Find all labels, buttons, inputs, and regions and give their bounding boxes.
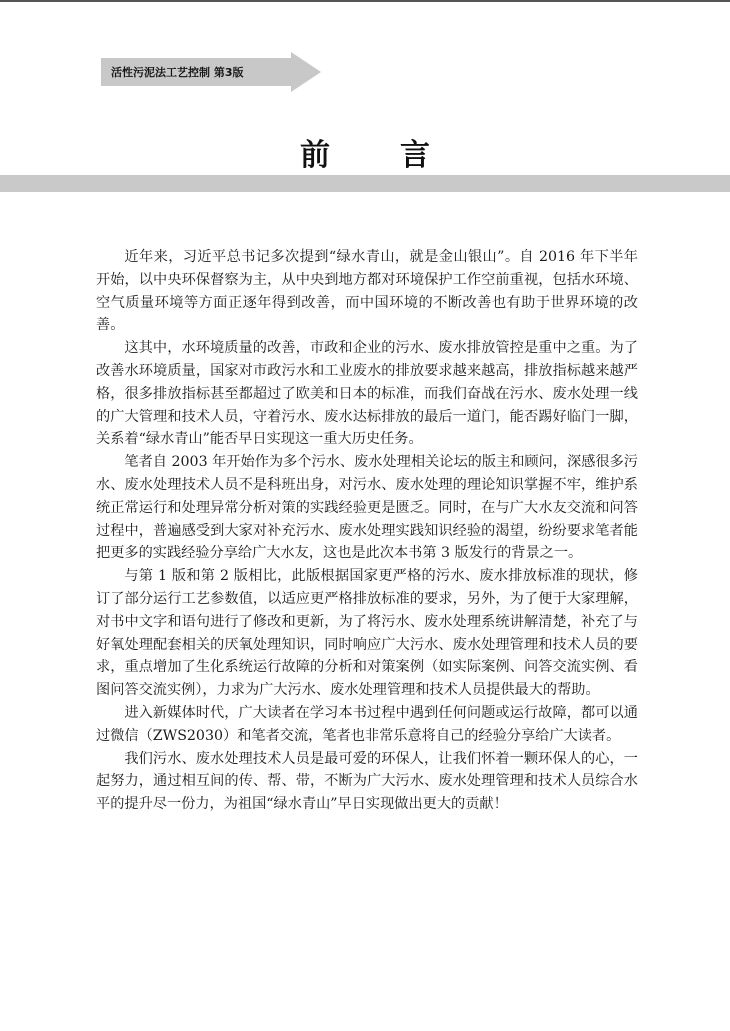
header-banner (101, 52, 321, 92)
book-title: 活性污泥法工艺控制 第3版 (111, 66, 244, 79)
paragraph: 进入新媒体时代，广大读者在学习本书过程中遇到任何问题或运行故障，都可以通过微信（ZWS2030）和笔者交流，笔者也非常乐意将自己的经验分享给广大读者。 (96, 704, 638, 744)
title-band (0, 175, 730, 192)
arrow-icon (291, 52, 321, 92)
paragraph: 笔者自 2003 年开始作为多个污水、废水处理相关论坛的版主和顾问，深感很多污水、废水处理技术人员不是科班出身，对污水、废水处理的理论知识掌握不牢，维护系统正常运行和处理异常分析对策的实践经验更是匮乏。同时，在与广大水友交流和问答过程中，普遍感受到大家对补充污水、废水处理实践知识经验的渴望，纷纷要求笔者能把更多的实践经验分享给广大水友，这也是此次本书第 3 版发行的背景之一。 (96, 454, 638, 562)
paragraph: 这其中，水环境质量的改善，市政和企业的污水、废水排放管控是重中之重。为了改善水环境质量，国家对市政污水和工业废水的排放要求越来越高，排放指标越来越严格，很多排放指标甚至都超过了欧美和日本的标准，而我们奋战在污水、废水处理一线的广大管理和技术人员，守着污水、废水达标排放的最后一道门，能否踢好临门一脚，关系着“绿水青山”能否早日实现这一重大历史任务。 (96, 340, 638, 448)
top-rule (0, 0, 730, 2)
paragraph: 我们污水、废水处理技术人员是最可爱的环保人，让我们怀着一颗环保人的心，一起努力，通过相互间的传、帮、带，不断为广大污水、废水处理管理和技术人员综合水平的提升尽一份力，为祖国“绿水青山”早日实现做出更大的贡献！ (96, 750, 638, 813)
paragraph: 与第 1 版和第 2 版相比，此版根据国家更严格的污水、废水排放标准的现状，修订了部分运行工艺参数值，以适应更严格排放标准的要求，另外，为了便于大家理解，对书中文字和语句进行了修改和更新，为了将污水、废水处理系统讲解清楚，补充了与好氧处理配套相关的厌氧处理知识，同时响应广大污水、废水处理管理和技术人员的要求，重点增加了生化系统运行故障的分析和对策案例（如实际案例、问答交流实例、看图问答交流实例），力求为广大污水、废水处理管理和技术人员提供最大的帮助。 (96, 568, 638, 699)
preface-body (96, 246, 638, 816)
page-title: 前言 (300, 138, 500, 173)
paragraph: 近年来，习近平总书记多次提到“绿水青山，就是金山银山”。自 2016 年下半年开始，以中央环保督察为主，从中央到地方都对环境保护工作空前重视，包括水环境、空气质量环境等方面正逐年得到改善，而中国环境的不断改善也有助于世界环境的改善。 (96, 249, 638, 334)
